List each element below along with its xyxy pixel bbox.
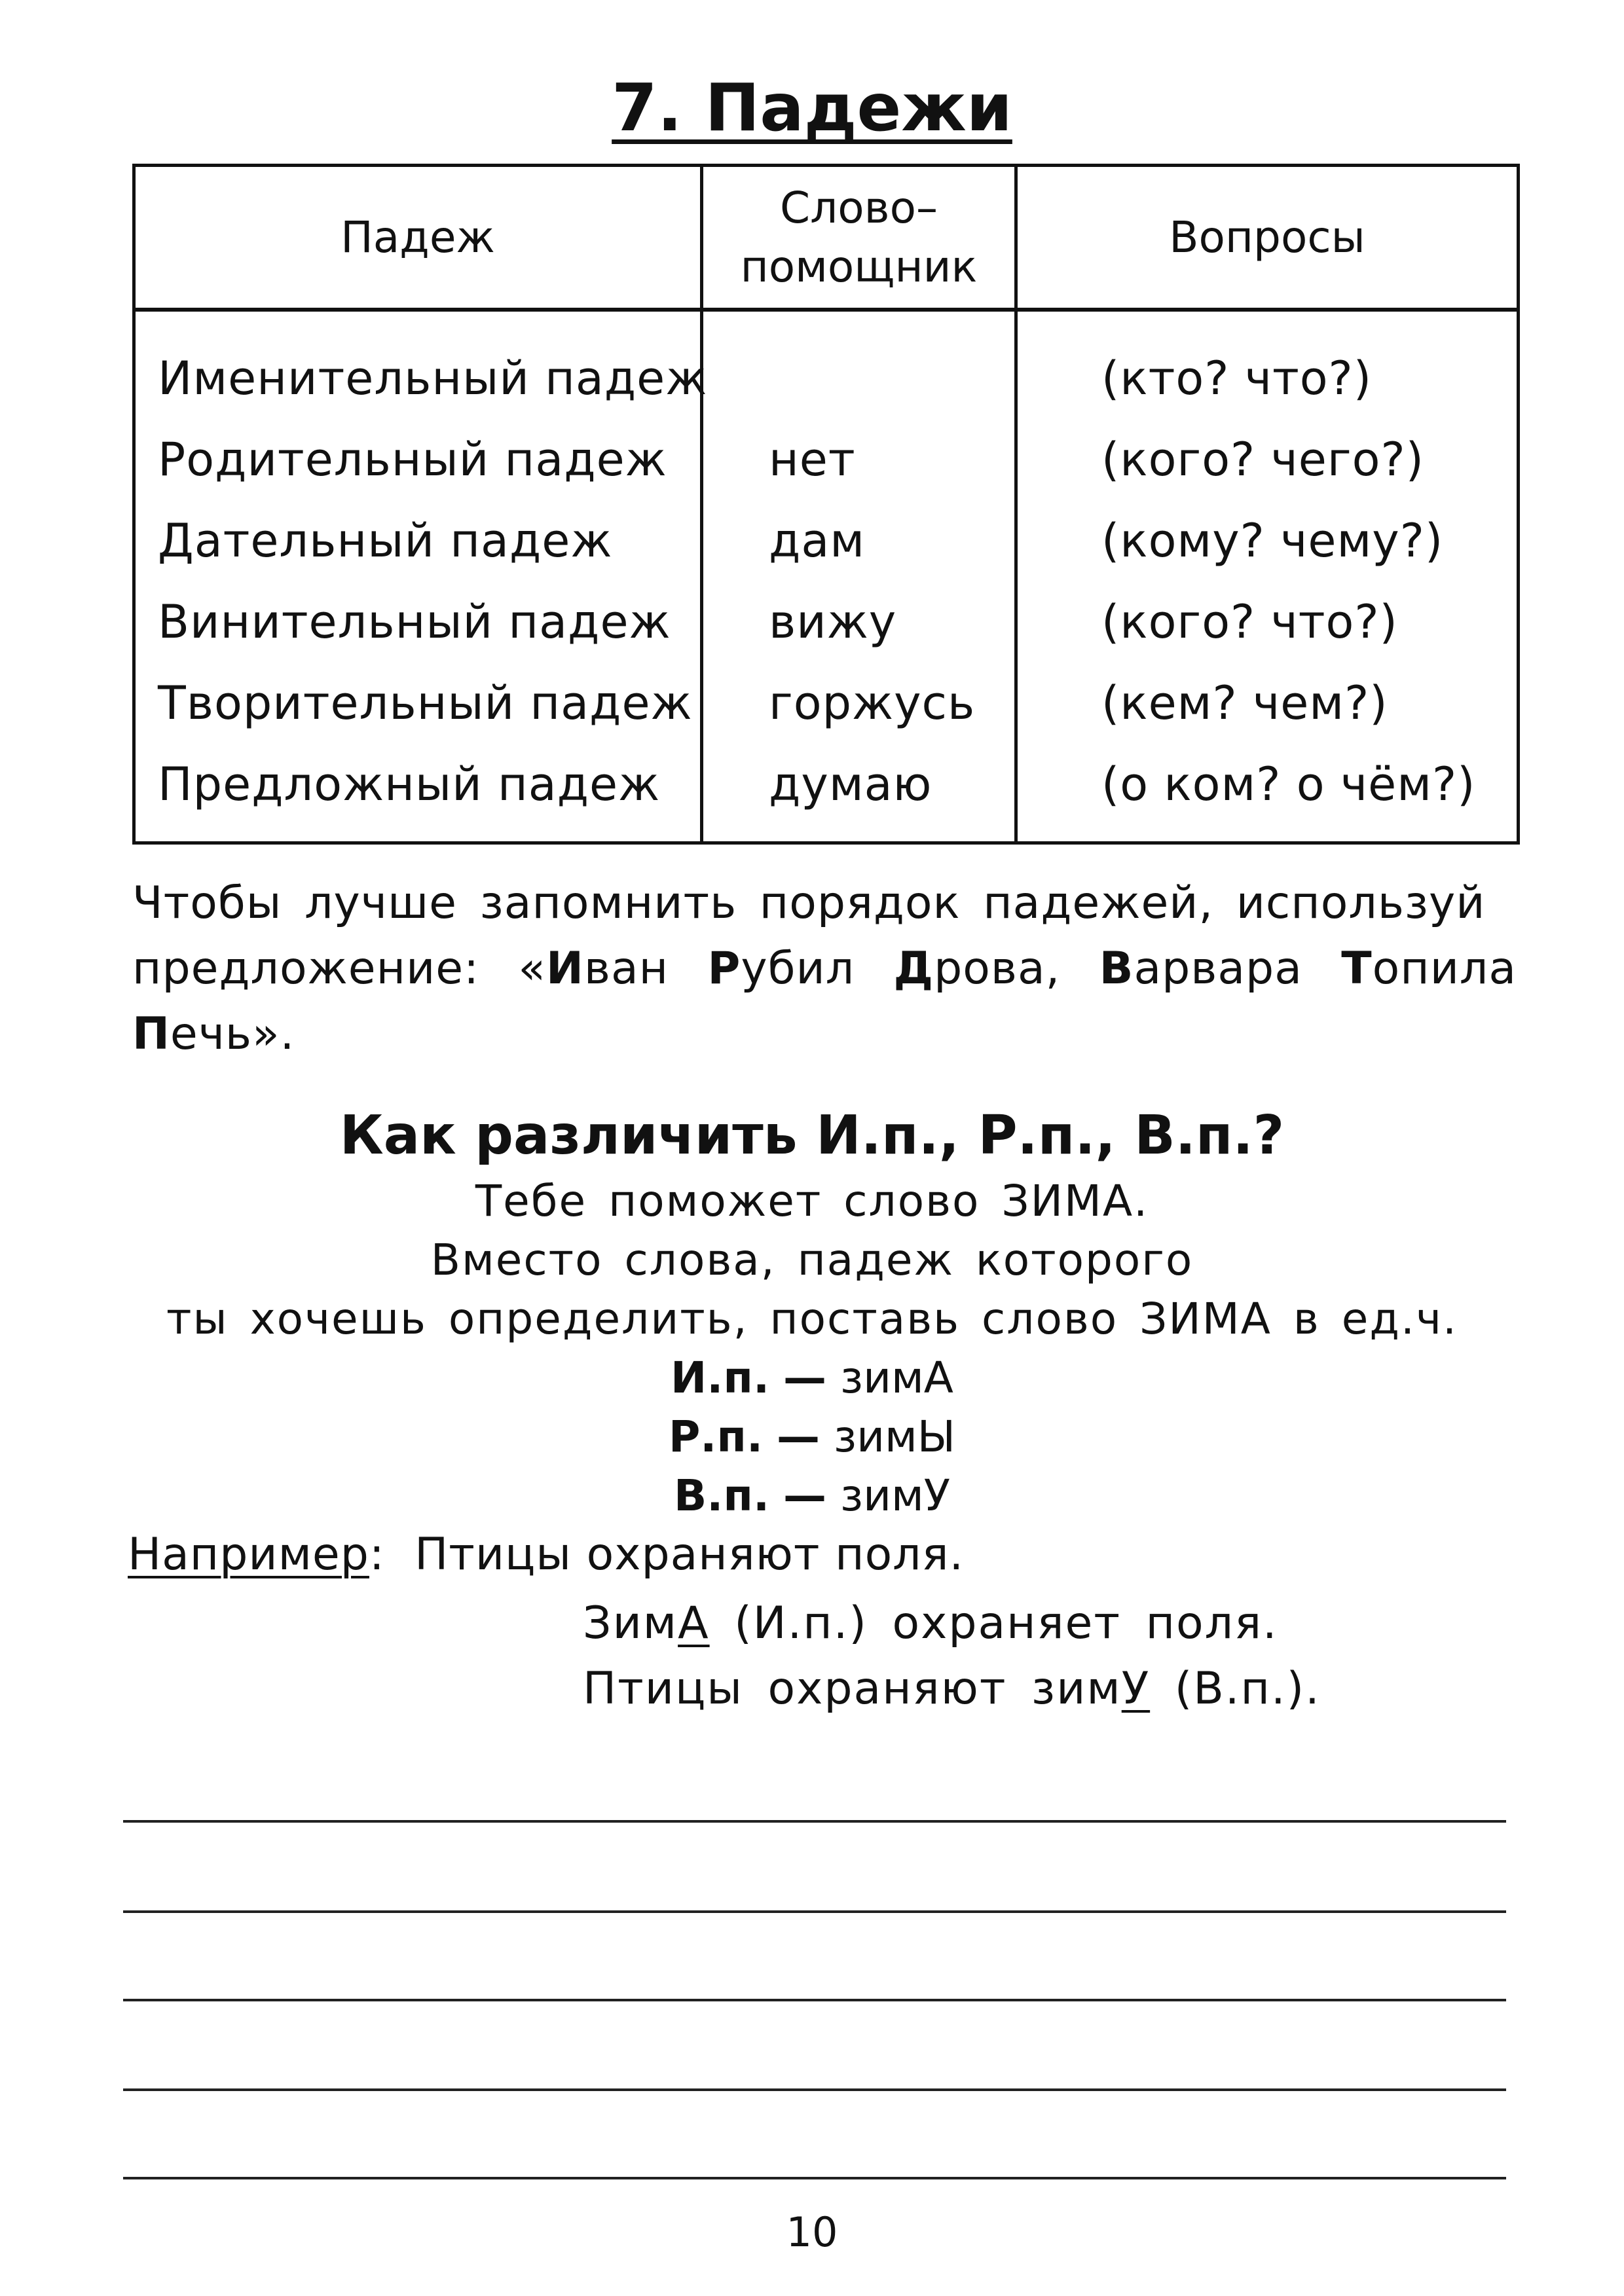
table-row	[134, 744, 1519, 843]
case-name: Предложный падеж	[158, 757, 661, 811]
header-helper	[702, 166, 1016, 310]
table-row	[134, 663, 1519, 744]
mnemonic-line1: Чтобы лучше запомнить порядок падежей, используй	[132, 877, 1486, 929]
form-dash: —	[783, 1353, 827, 1403]
mnemonic-initial: Д	[893, 943, 934, 994]
case-name: Винительный падеж	[158, 595, 671, 649]
writing-line	[123, 2177, 1506, 2179]
table-row	[134, 419, 1519, 500]
instruction-line: ты хочешь определить, поставь слово ЗИМА в ед.ч.	[166, 1294, 1458, 1344]
table-row	[134, 500, 1519, 581]
cases-table	[132, 164, 1520, 845]
form-row	[0, 1349, 1624, 1408]
example-label: Например	[128, 1529, 369, 1580]
form-word: зимЫ	[834, 1412, 956, 1462]
header-case: Падеж	[134, 166, 702, 310]
instruction-line: Вместо слова, падеж которого	[430, 1235, 1194, 1285]
helper-word: нет	[702, 419, 1016, 500]
mnemonic-initial: Т	[1341, 943, 1373, 994]
instruction-line: Тебе поможет слово ЗИМА.	[475, 1176, 1149, 1226]
case-questions: (кто? что?)	[1016, 310, 1519, 419]
helper-word	[702, 310, 1016, 419]
writing-line	[123, 1999, 1506, 2001]
form-case: В.п.	[673, 1470, 770, 1521]
page-number: 10	[786, 2208, 838, 2256]
table-row	[134, 581, 1519, 663]
section-title: Как различить И.п., Р.п., В.п.?	[339, 1104, 1285, 1167]
header-helper-line1: Слово–	[780, 182, 938, 233]
table-header-row	[134, 166, 1519, 310]
table-row	[134, 310, 1519, 419]
example-transform-2: Птицы охраняют зимУ (В.п.).	[583, 1663, 1321, 1715]
form-word: зимА	[840, 1353, 953, 1403]
header-helper-line2: помощник	[740, 241, 978, 292]
writing-line	[123, 1910, 1506, 1913]
mnemonic-paragraph	[132, 871, 1517, 1067]
form-row	[0, 1467, 1624, 1525]
case-name: Дательный падеж	[158, 514, 613, 568]
example-transform-1: ЗимА (И.п.) охраняет поля.	[583, 1597, 1278, 1649]
case-questions: (кого? что?)	[1016, 581, 1519, 663]
header-questions: Вопросы	[1016, 166, 1519, 310]
page-title: 7. Падежи	[612, 69, 1012, 146]
case-name: Родительный падеж	[158, 433, 667, 486]
form-row	[0, 1408, 1624, 1467]
form-dash: —	[777, 1412, 821, 1462]
mnemonic-initial: И	[546, 943, 584, 994]
form-case: Р.п.	[668, 1412, 764, 1462]
case-questions: (кому? чему?)	[1016, 500, 1519, 581]
mnemonic-initial: В	[1099, 943, 1134, 994]
writing-line	[123, 1820, 1506, 1823]
example-sentence: Птицы охраняют поля.	[415, 1529, 965, 1580]
form-case: И.п.	[671, 1353, 770, 1403]
case-questions: (кем? чем?)	[1016, 663, 1519, 744]
underlined-ending: У	[1121, 1663, 1151, 1715]
writing-line	[123, 2088, 1506, 2091]
helper-word: вижу	[702, 581, 1016, 663]
case-questions: (кого? чего?)	[1016, 419, 1519, 500]
underlined-ending: А	[678, 1597, 710, 1649]
helper-word: думаю	[702, 744, 1016, 843]
mnemonic-line2: предложение: «Иван Рубил Дрова, Варвара Топила Печь».	[132, 943, 1517, 1060]
case-name: Творительный падеж	[158, 676, 693, 730]
helper-word: дам	[702, 500, 1016, 581]
form-dash: —	[783, 1470, 827, 1521]
case-questions: (о ком? о чём?)	[1016, 744, 1519, 843]
example-line: Например: Птицы охраняют поля.	[128, 1529, 965, 1580]
mnemonic-initial: П	[132, 1008, 170, 1060]
helper-word: горжусь	[702, 663, 1016, 744]
case-name: Именительный падеж	[158, 352, 708, 405]
mnemonic-initial: Р	[707, 943, 741, 994]
form-word: зимУ	[840, 1470, 951, 1521]
